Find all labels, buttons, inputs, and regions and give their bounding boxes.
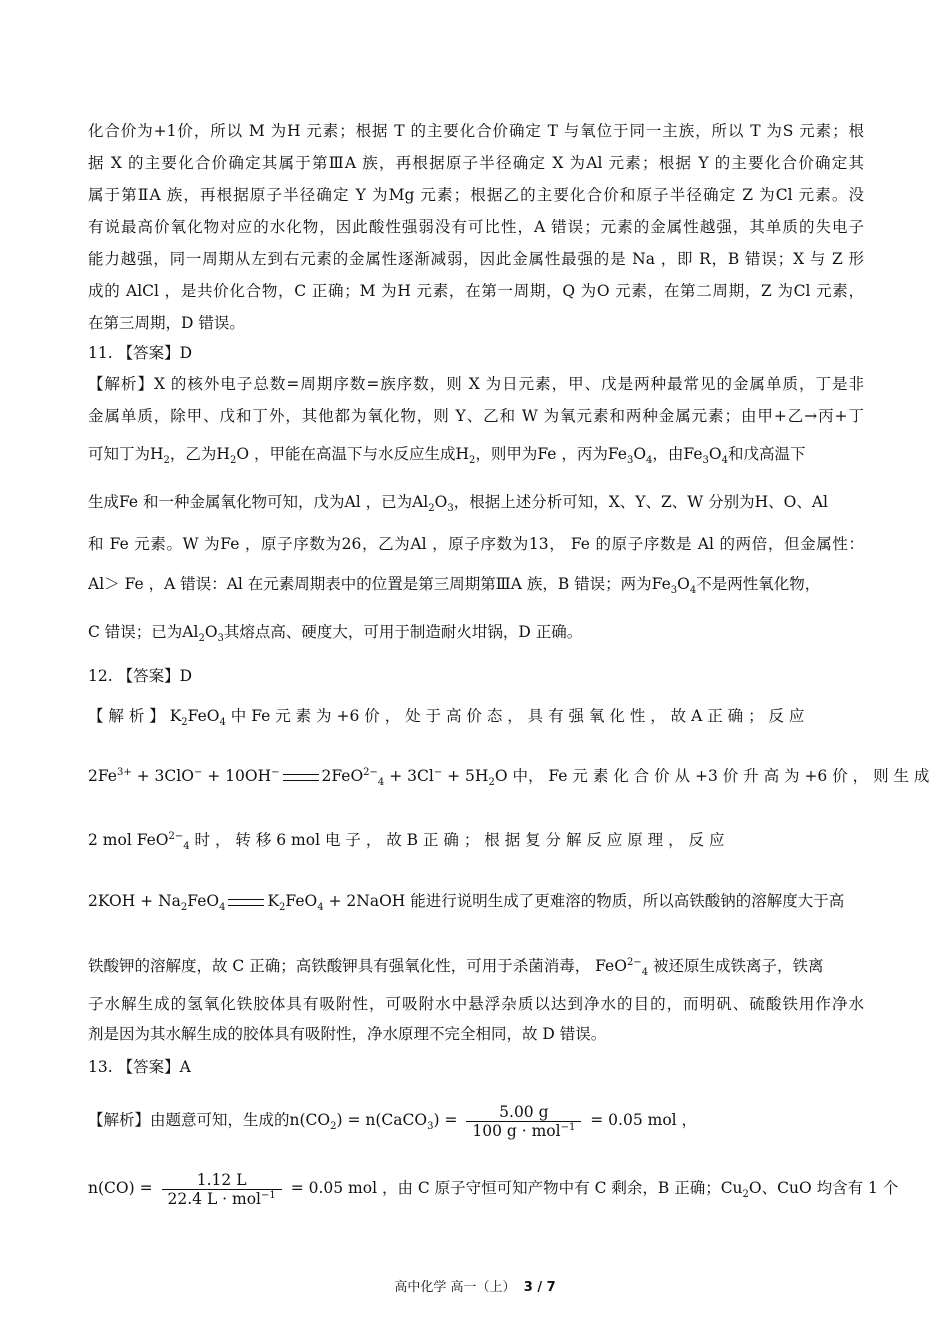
answer-heading-12: 12. 【答案】D [88,667,193,685]
page-number: 3 / 7 [523,1280,556,1295]
page-footer [0,1276,950,1295]
text-line: C 错误；已为$Al_2O_3$其熔点高、硬度大，可用于制造耐火坩锅，D 正确。 [88,623,583,645]
text-line: 剂是因为其水解生成的胶体具有吸附性，净水原理不完全相同，故 D 错误。 [88,1025,607,1043]
fraction: $\frac{5.00 g}{100 g \cdot mol^{-1}}$ [466,1103,581,1140]
fraction: $\frac{1.12 L}{22.4 L \cdot mol^{-1}}$ [162,1171,282,1208]
equation-line: $2Fe^{3+} + 3ClO^- + 10OH^-$ $2FeO^{2-}_4 + 3Cl^- + 5H_2O$ 中， Fe 元 素 化 合 价 从 +3 价 升 高 为 +6 价 ， 则 生 成 [88,766,930,789]
text-line: 有说最高价氧化物对应的水化物，因此酸性强弱没有可比性，A 错误；元素的金属性越强，其单质的失电子 [88,218,864,236]
text-line: 铁酸钾的溶解度，故 C 正确；高铁酸钾具有强氧化性，可用于杀菌消毒， FeO$^{2-}_4$ 被还原生成铁离子，铁离 [88,956,824,979]
text-line: 子水解生成的氢氧化铁胶体具有吸附性，可吸附水中悬浮杂质以达到净水的目的，而明矾、硫酸铁用作净水 [88,995,864,1013]
answer-heading-11: 11. 【答案】D [88,344,193,362]
text-line: 可知丁为$H_2$，乙为$H_2O$ ，甲能在高温下与水反应生成$H_2$，则甲为Fe ，丙为$Fe_3O_4$，由$Fe_3O_4$和戊高温下 [88,445,806,467]
text-line: 成的 AlCl ，是共价化合物，C 正确；M 为H 元素，在第一周期，Q 为O 元素，在第二周期，Z 为Cl 元素， [88,282,864,300]
text-line: 和 Fe 元素。W 为Fe ，原子序数为26，乙为Al ，原子序数为13， Fe 的原子序数是 Al 的两倍，但金属性： [88,535,864,553]
text-line: 【解析】X 的核外电子总数=周期序数=族序数，则 X 为日元素，甲、戊是两种最常见的金属单质，丁是非 [88,375,864,393]
text-line: 【 解 析 】 $K_2FeO_4$ 中 Fe 元 素 为 +6 价 ， 处 于 高 价 态 ， 具 有 强 氧 化 性 ， 故 A 正 确 ； 反 应 [88,707,805,729]
equation-line: $2KOH + Na_2FeO_4$ $K_2FeO_4$ + 2NaOH 能进行说明生成了更难溶的物质，所以高铁酸钠的溶解度大于高 [88,892,845,914]
answer-heading-13: 13. 【答案】A [88,1058,191,1076]
text-line: 金属单质，除甲、戊和丁外，其他都为氧化物，则 Y、乙和 W 为氧元素和两种金属元素；由甲+乙→丙+丁 [88,407,864,425]
equals-sign [228,899,264,906]
text-line: 能力越强，同一周期从左到右元素的金属性逐渐减弱，因此金属性最强的是 Na ，即 R，B 错误；X 与 Z 形 [88,250,864,268]
footer-subject: 高中化学 高一（上） [394,1280,516,1295]
equals-sign [283,774,319,781]
text-line: 属于第ⅡA 族，再根据原子半径确定 Y 为Mg 元素；根据乙的主要化合价和原子半径确定 Z 为Cl 元素。没 [88,186,864,204]
text-line: 据 X 的主要化合价确定其属于第ⅢA 族，再根据原子半径确定 X 为Al 元素；根据 Y 的主要化合价确定其 [88,154,864,172]
text-line: 在第三周期，D 错误。 [88,314,245,332]
equation-line: 【解析】由题意可知，生成的$n(CO_2)$ = n(CaCO$_3$) = $\frac{5.00 g}{100 g \cdot mol^{-1}}$ = 0.05 mol ， [88,1102,698,1140]
text-line: 生成Fe 和一种金属氧化物可知，戊为Al ，已为$Al_2O_3$，根据上述分析可知，X、Y、Z、W 分别为H、O、Al [88,493,828,515]
text-line: 2 mol FeO$^{2-}_4$ 时 ， 转 移 6 mol 电 子 ， 故 B 正 确 ； 根 据 复 分 解 反 应 原 理 ， 反 应 [88,830,725,853]
equation-line: n(CO) = $\frac{1.12 L}{22.4 L \cdot mol^{-1}}$ = 0.05 mol ，由 C 原子守恒可知产物中有 C 剩余，B 正确；$Cu_2O$、CuO 均含有 1 个 [88,1170,899,1208]
text-line: Al＞ Fe ，A 错误：Al 在元素周期表中的位置是第三周期第ⅢA 族，B 错误；两为$Fe_3O_4$不是两性氧化物， [88,575,821,597]
text-line: 化合价为+1价，所以 M 为H 元素；根据 T 的主要化合价确定 T 与氧位于同一主族，所以 T 为S 元素；根 [88,122,864,140]
